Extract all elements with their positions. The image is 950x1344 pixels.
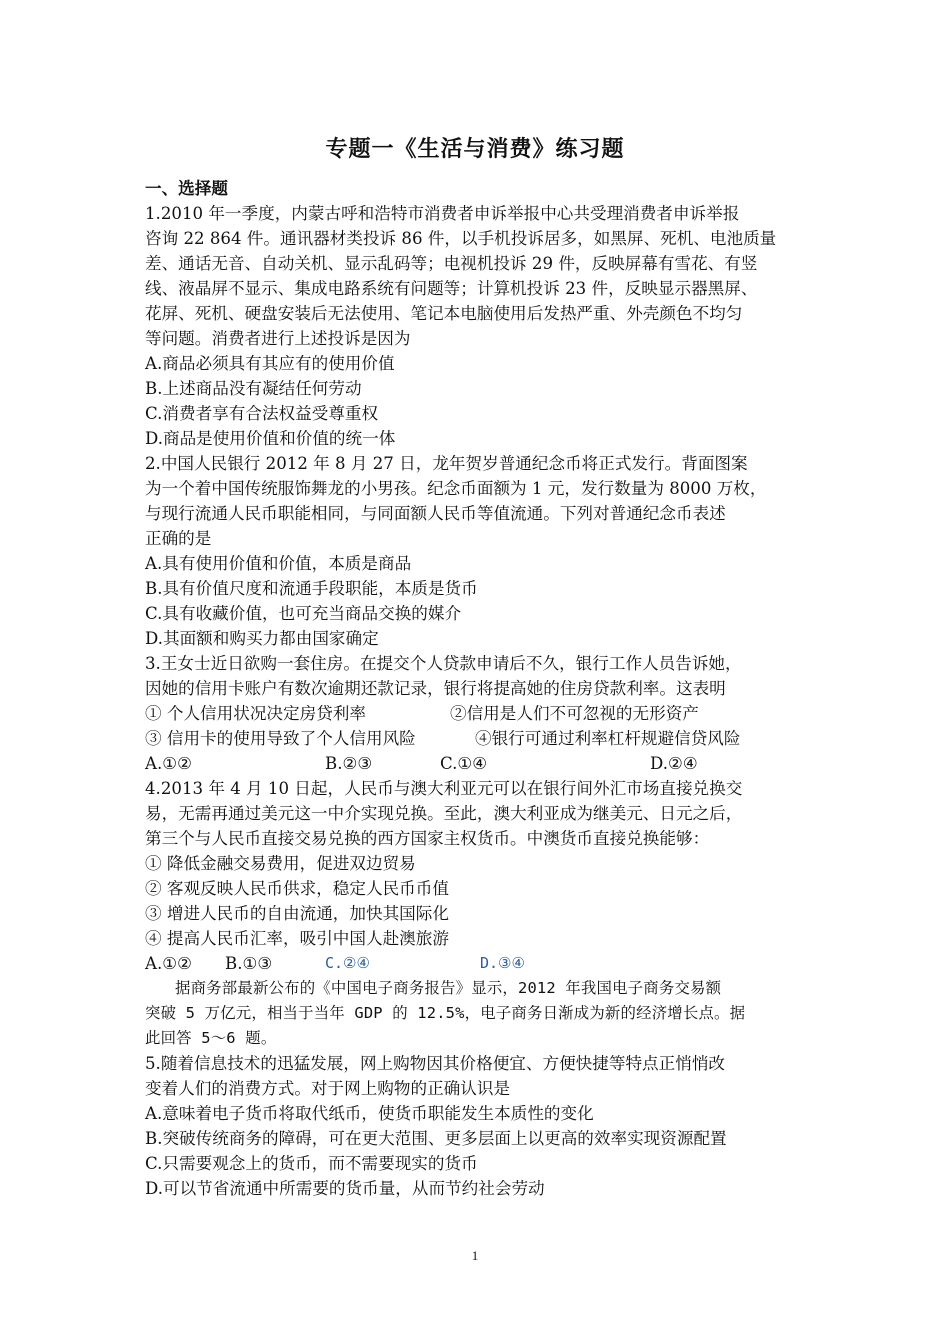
- statement-3: ③ 增进人民币的自由流通，加快其国际化: [145, 904, 449, 923]
- option-b: B.具有价值尺度和流通手段职能，本质是货币: [145, 579, 478, 598]
- question-3: [145, 651, 825, 776]
- question-text-line: 第三个与人民币直接交易兑换的西方国家主权货币。中澳货币直接兑换能够：: [145, 829, 710, 848]
- question-text-line: 4.2013 年 4 月 10 日起，人民币与澳大利亚元可以在银行间外汇市场直接兑换交: [145, 779, 743, 798]
- options-row: [145, 951, 825, 976]
- question-text-line: 3.王女士近日欲购一套住房。在提交个人贷款申请后不久，银行工作人员告诉她，: [145, 654, 742, 673]
- question-text-line: 差、通话无音、自动关机、显示乱码等；电视机投诉 29 件，反映屏幕有雪花、有竖: [145, 254, 758, 273]
- statement-3: ③ 信用卡的使用导致了个人信用风险: [145, 729, 416, 748]
- option-a: A.具有使用价值和价值，本质是商品: [145, 554, 412, 573]
- option-c: C.只需要观念上的货币，而不需要现实的货币: [145, 1154, 478, 1173]
- statement-4: ④ 提高人民币汇率，吸引中国人赴澳旅游: [145, 929, 449, 948]
- question-text-line: 因她的信用卡账户有数次逾期还款记录，银行将提高她的住房贷款利率。这表明: [145, 679, 726, 698]
- statement-2: ② 客观反映人民币供求，稳定人民币币值: [145, 879, 449, 898]
- page-title: 专题一《生活与消费》练习题: [325, 137, 625, 162]
- statement-row: [145, 701, 825, 726]
- option-b: B.②③: [325, 754, 373, 773]
- question-text-line: 咨询 22 864 件。通讯器材类投诉 86 件，以手机投诉居多，如黑屏、死机、电池质量: [145, 229, 777, 248]
- option-c: C.②④: [325, 954, 370, 972]
- statement-row: [145, 726, 825, 751]
- section-heading: 一、选择题: [145, 179, 228, 198]
- statement-1: ① 降低金融交易费用，促进双边贸易: [145, 854, 416, 873]
- question-text-line: 易，无需再通过美元这一中介实现兑换。至此，澳大利亚成为继美元、日元之后，: [145, 804, 743, 823]
- question-text-line: 正确的是: [145, 529, 212, 548]
- statement-4: ④银行可通过利率杠杆规避信贷风险: [475, 729, 741, 748]
- option-b: B.突破传统商务的障碍，可在更大范围、更多层面上以更高的效率实现资源配置: [145, 1129, 727, 1148]
- document-body: [145, 176, 825, 1201]
- option-a: A.①②: [145, 754, 193, 773]
- option-c: C.消费者享有合法权益受尊重权: [145, 404, 379, 423]
- question-text-line: 线、液晶屏不显示、集成电路系统有问题等；计算机投诉 23 件，反映显示器黑屏、: [145, 279, 758, 298]
- option-d: D.其面额和购买力都由国家确定: [145, 629, 379, 648]
- question-text-line: 等问题。消费者进行上述投诉是因为: [145, 329, 411, 348]
- question-4: [145, 776, 825, 976]
- option-a: A.商品必须具有其应有的使用价值: [145, 354, 395, 373]
- question-text-line: 变着人们的消费方式。对于网上购物的正确认识是: [145, 1079, 511, 1098]
- question-text-line: 2.中国人民银行 2012 年 8 月 27 日，龙年贺岁普通纪念币将正式发行。背面图案: [145, 454, 748, 473]
- option-d: D.可以节省流通中所需要的货币量，从而节约社会劳动: [145, 1179, 545, 1198]
- option-d: D.②④: [650, 754, 698, 773]
- material-text-line: 据商务部最新公布的《中国电子商务报告》显示，2012 年我国电子商务交易额: [175, 979, 722, 997]
- question-text-line: 5.随着信息技术的迅猛发展，网上购物因其价格便宜、方便快捷等特点正悄悄改: [145, 1054, 726, 1073]
- option-a: A.意味着电子货币将取代纸币，使货币职能发生本质性的变化: [145, 1104, 594, 1123]
- option-c: C.①④: [440, 754, 488, 773]
- page-number: 1: [471, 1248, 479, 1263]
- question-text-line: 花屏、死机、硬盘安装后无法使用、笔记本电脑使用后发热严重、外壳颜色不均匀: [145, 304, 743, 323]
- option-b: B.上述商品没有凝结任何劳动: [145, 379, 362, 398]
- question-text-line: 1.2010 年一季度，内蒙古呼和浩特市消费者申诉举报中心共受理消费者申诉举报: [145, 204, 740, 223]
- statement-2: ②信用是人们不可忽视的无形资产: [450, 704, 699, 723]
- options-row: [145, 751, 825, 776]
- option-c: C.具有收藏价值，也可充当商品交换的媒介: [145, 604, 462, 623]
- option-b: B.①③: [225, 954, 273, 973]
- question-text-line: 与现行流通人民币职能相同，与同面额人民币等值流通。下列对普通纪念币表述: [145, 504, 726, 523]
- material-text-line: 突破 5 万亿元，相当于当年 GDP 的 12.5%，电子商务日渐成为新的经济增长点。据: [145, 1004, 746, 1022]
- reading-material: [145, 976, 825, 1051]
- question-2: [145, 451, 825, 651]
- question-5: [145, 1051, 825, 1201]
- option-d: D.③④: [480, 954, 525, 972]
- option-d: D.商品是使用价值和价值的统一体: [145, 429, 396, 448]
- option-a: A.①②: [145, 954, 193, 973]
- question-1: [145, 201, 825, 451]
- material-text-line: 此回答 5～6 题。: [145, 1029, 277, 1047]
- question-text-line: 为一个着中国传统服饰舞龙的小男孩。纪念币面额为 1 元，发行数量为 8000 万枚，: [145, 479, 767, 498]
- statement-1: ① 个人信用状况决定房贷利率: [145, 704, 366, 723]
